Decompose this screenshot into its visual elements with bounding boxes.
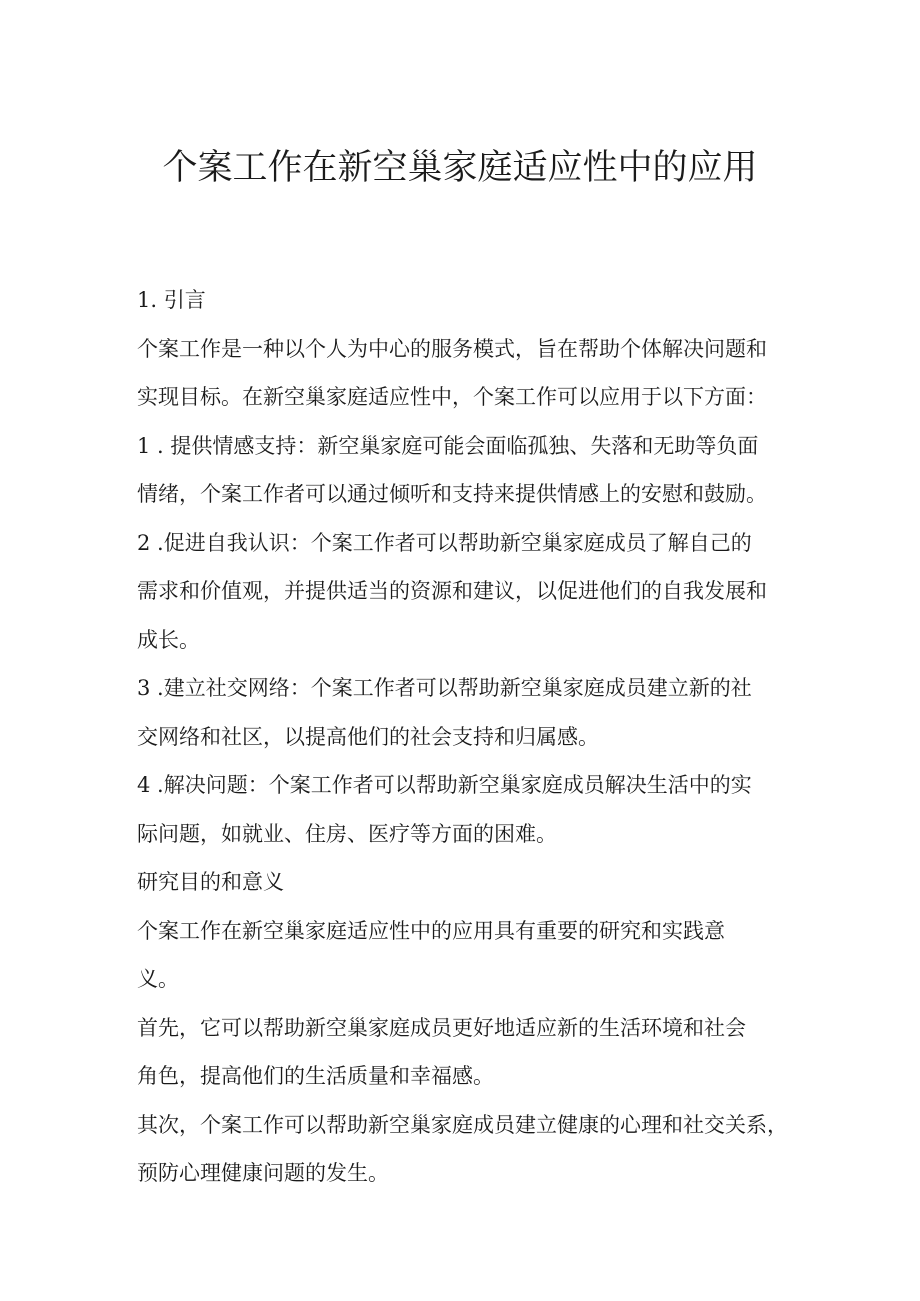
paragraph-line: 实现目标。在新空巢家庭适应性中，个案工作可以应用于以下方面： (137, 385, 767, 409)
list-item-3-line: 交网络和社区，以提高他们的社会支持和归属感。 (137, 724, 599, 749)
paragraph-line: 其次，个案工作可以帮助新空巢家庭成员建立健康的心理和社交关系， (137, 1112, 788, 1137)
list-item-4-line: 际问题，如就业、住房、医疗等方面的困难。 (137, 821, 557, 846)
paragraph-line: 个案工作在新空巢家庭适应性中的应用具有重要的研究和实践意 (137, 918, 725, 943)
paragraph-line: 角色，提高他们的生活质量和幸福感。 (137, 1064, 494, 1088)
paragraph-line: 个案工作是一种以个人为中心的服务模式，旨在帮助个体解决问题和 (137, 336, 767, 361)
section-heading-intro: 1. 引言 (137, 288, 206, 312)
paragraph-line: 义。 (137, 967, 179, 991)
list-item-4-line: 4 .解决问题：个案工作者可以帮助新空巢家庭成员解决生活中的实 (137, 773, 752, 797)
section-heading-purpose: 研究目的和意义 (137, 870, 284, 894)
list-item-3-line: 3 .建立社交网络：个案工作者可以帮助新空巢家庭成员建立新的社 (137, 676, 752, 700)
list-item-2-line: 成长。 (137, 627, 200, 652)
list-item-1-line: 情绪，个案工作者可以通过倾听和支持来提供情感上的安慰和鼓励。 (137, 482, 767, 506)
list-item-2-line: 2 .促进自我认识：个案工作者可以帮助新空巢家庭成员了解自己的 (137, 530, 752, 555)
paragraph-line: 预防心理健康问题的发生。 (137, 1161, 389, 1185)
document-body (137, 276, 797, 1198)
list-item-1-line: 1 . 提供情感支持：新空巢家庭可能会面临孤独、失落和无助等负面 (137, 433, 759, 458)
paragraph-line: 首先，它可以帮助新空巢家庭成员更好地适应新的生活环境和社会 (137, 1015, 746, 1040)
document-title: 个案工作在新空巢家庭适应性中的应用 (162, 148, 758, 188)
list-item-2-line: 需求和价值观，并提供适当的资源和建议，以促进他们的自我发展和 (137, 579, 767, 603)
